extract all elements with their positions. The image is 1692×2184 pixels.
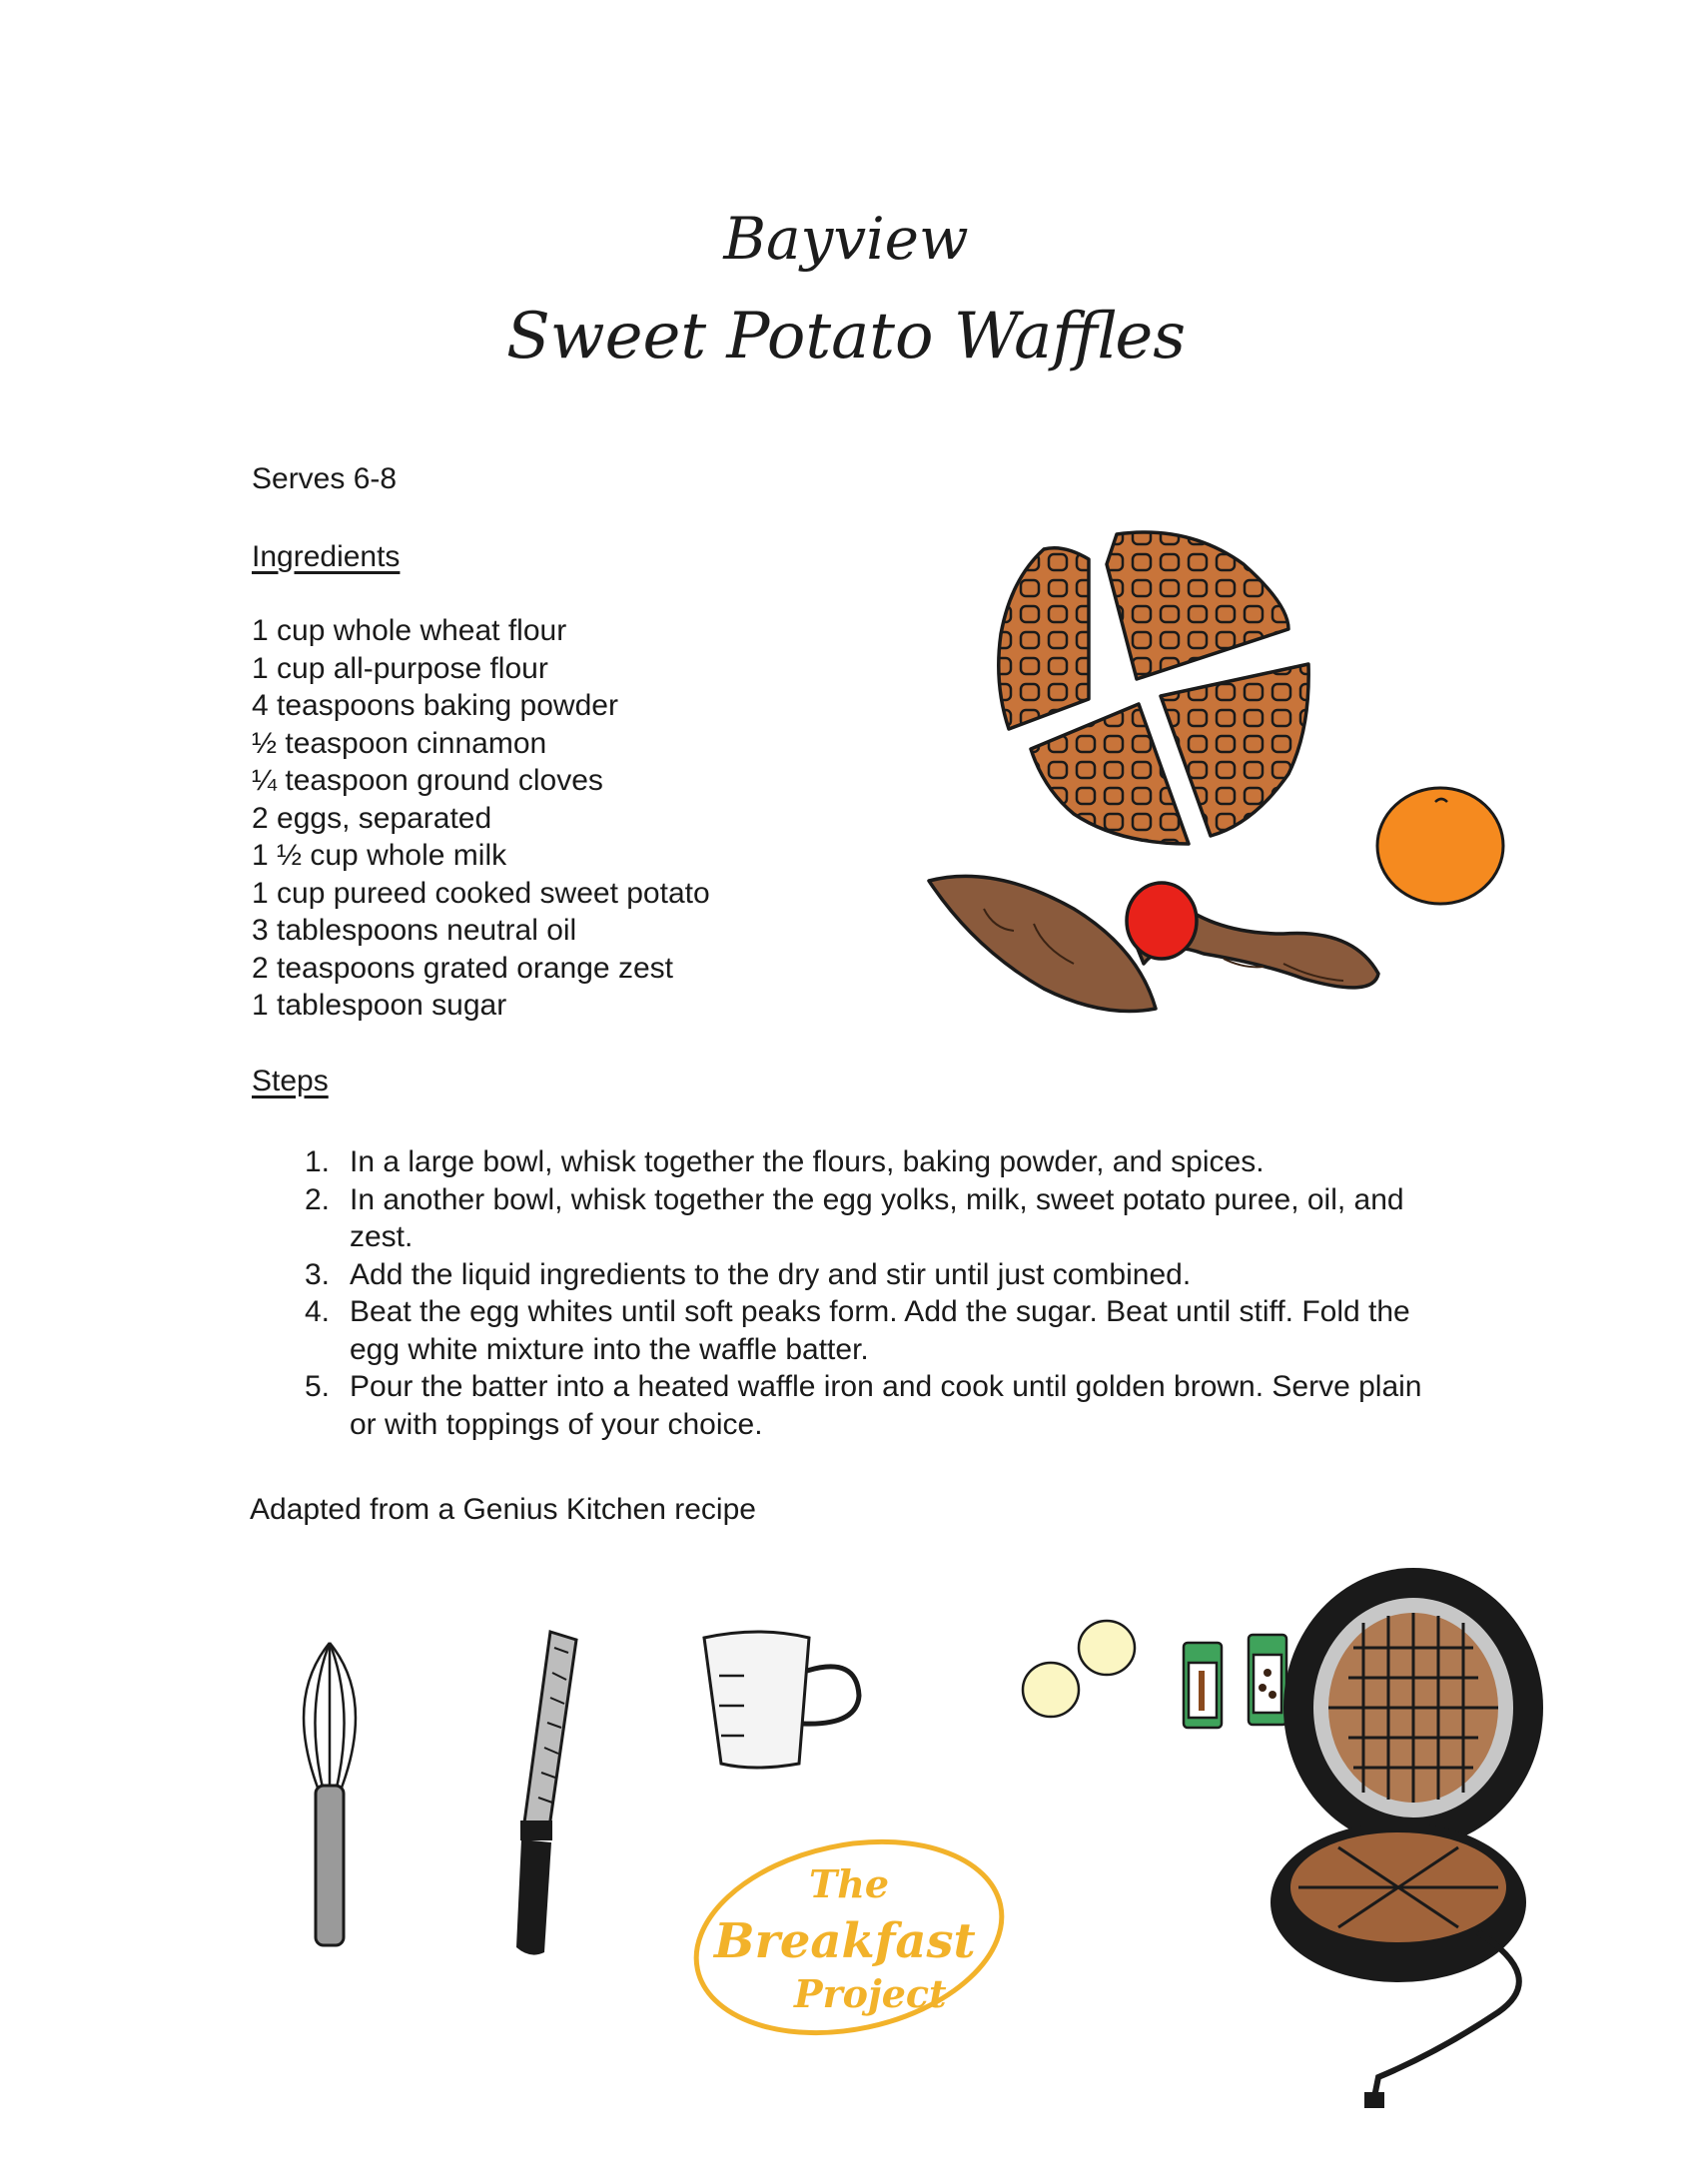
ingredient-item: 2 eggs, separated xyxy=(252,801,492,835)
step-item xyxy=(280,1293,1428,1368)
step-number: 2. xyxy=(304,1182,330,1216)
ingredient-item: ½ teaspoon cinnamon xyxy=(252,726,547,760)
step-text: Beat the egg whites until soft peaks form. Add the sugar. Beat until stiff. Fold the egg white mixture into the waffle batter. xyxy=(350,1295,1410,1366)
step-number: 5. xyxy=(304,1370,330,1403)
step-item xyxy=(280,1181,1428,1256)
title-line-2: Sweet Potato Waffles xyxy=(505,300,1187,373)
measuring-cup-icon xyxy=(699,1626,864,1776)
step-text: In a large bowl, whisk together the flours, baking powder, and spices. xyxy=(350,1145,1265,1178)
ingredient-item: 1 cup pureed cooked sweet potato xyxy=(252,876,710,910)
step-number: 3. xyxy=(304,1257,330,1291)
logo-text-the: The xyxy=(809,1861,890,1906)
step-text: Pour the batter into a heated waffle iron and cook until golden brown. Serve plain or with toppings of your choice. xyxy=(350,1370,1422,1441)
ingredient-item: ¼ teaspoon ground cloves xyxy=(252,764,603,797)
steps-list xyxy=(280,1143,1428,1443)
step-text: Add the liquid ingredients to the dry and stir until just combined. xyxy=(350,1257,1192,1291)
step-item xyxy=(280,1256,1428,1294)
ingredients-heading: Ingredients xyxy=(252,540,401,573)
ingredient-item: 3 tablespoons neutral oil xyxy=(252,914,577,947)
waffle-quarters-icon xyxy=(989,524,1318,859)
eggs-icon xyxy=(1019,1618,1139,1723)
serves-text: Serves 6-8 xyxy=(252,462,398,495)
ingredient-item: 1 cup whole wheat flour xyxy=(252,614,567,647)
ingredient-item: 1 tablespoon sugar xyxy=(252,989,507,1022)
steps-heading: Steps xyxy=(252,1065,329,1097)
ingredients-list xyxy=(252,612,710,1025)
title-line-1: Bayview xyxy=(723,205,969,273)
breakfast-project-logo xyxy=(679,1832,1019,2042)
whisk-icon xyxy=(290,1638,370,1952)
step-number: 4. xyxy=(304,1295,330,1328)
step-item xyxy=(280,1143,1428,1181)
logo-text-project: Project xyxy=(794,1971,947,2016)
orange-icon xyxy=(1373,784,1508,909)
credit-text: Adapted from a Genius Kitchen recipe xyxy=(250,1493,756,1526)
logo-text-breakfast: Breakfast xyxy=(714,1913,976,1969)
ingredient-item: 1 ½ cup whole milk xyxy=(252,839,507,872)
ingredient-item: 4 teaspoons baking powder xyxy=(252,689,618,722)
ingredient-item: 2 teaspoons grated orange zest xyxy=(252,951,673,985)
knife-icon xyxy=(494,1628,584,1962)
waffle-iron-icon xyxy=(1259,1558,1558,2112)
ingredient-item: 1 cup all-purpose flour xyxy=(252,651,548,685)
step-item xyxy=(280,1368,1428,1443)
sweet-potato-icon xyxy=(924,869,1383,1029)
step-text: In another bowl, whisk together the egg yolks, milk, sweet potato puree, oil, and zest. xyxy=(350,1182,1404,1253)
step-number: 1. xyxy=(304,1145,330,1178)
